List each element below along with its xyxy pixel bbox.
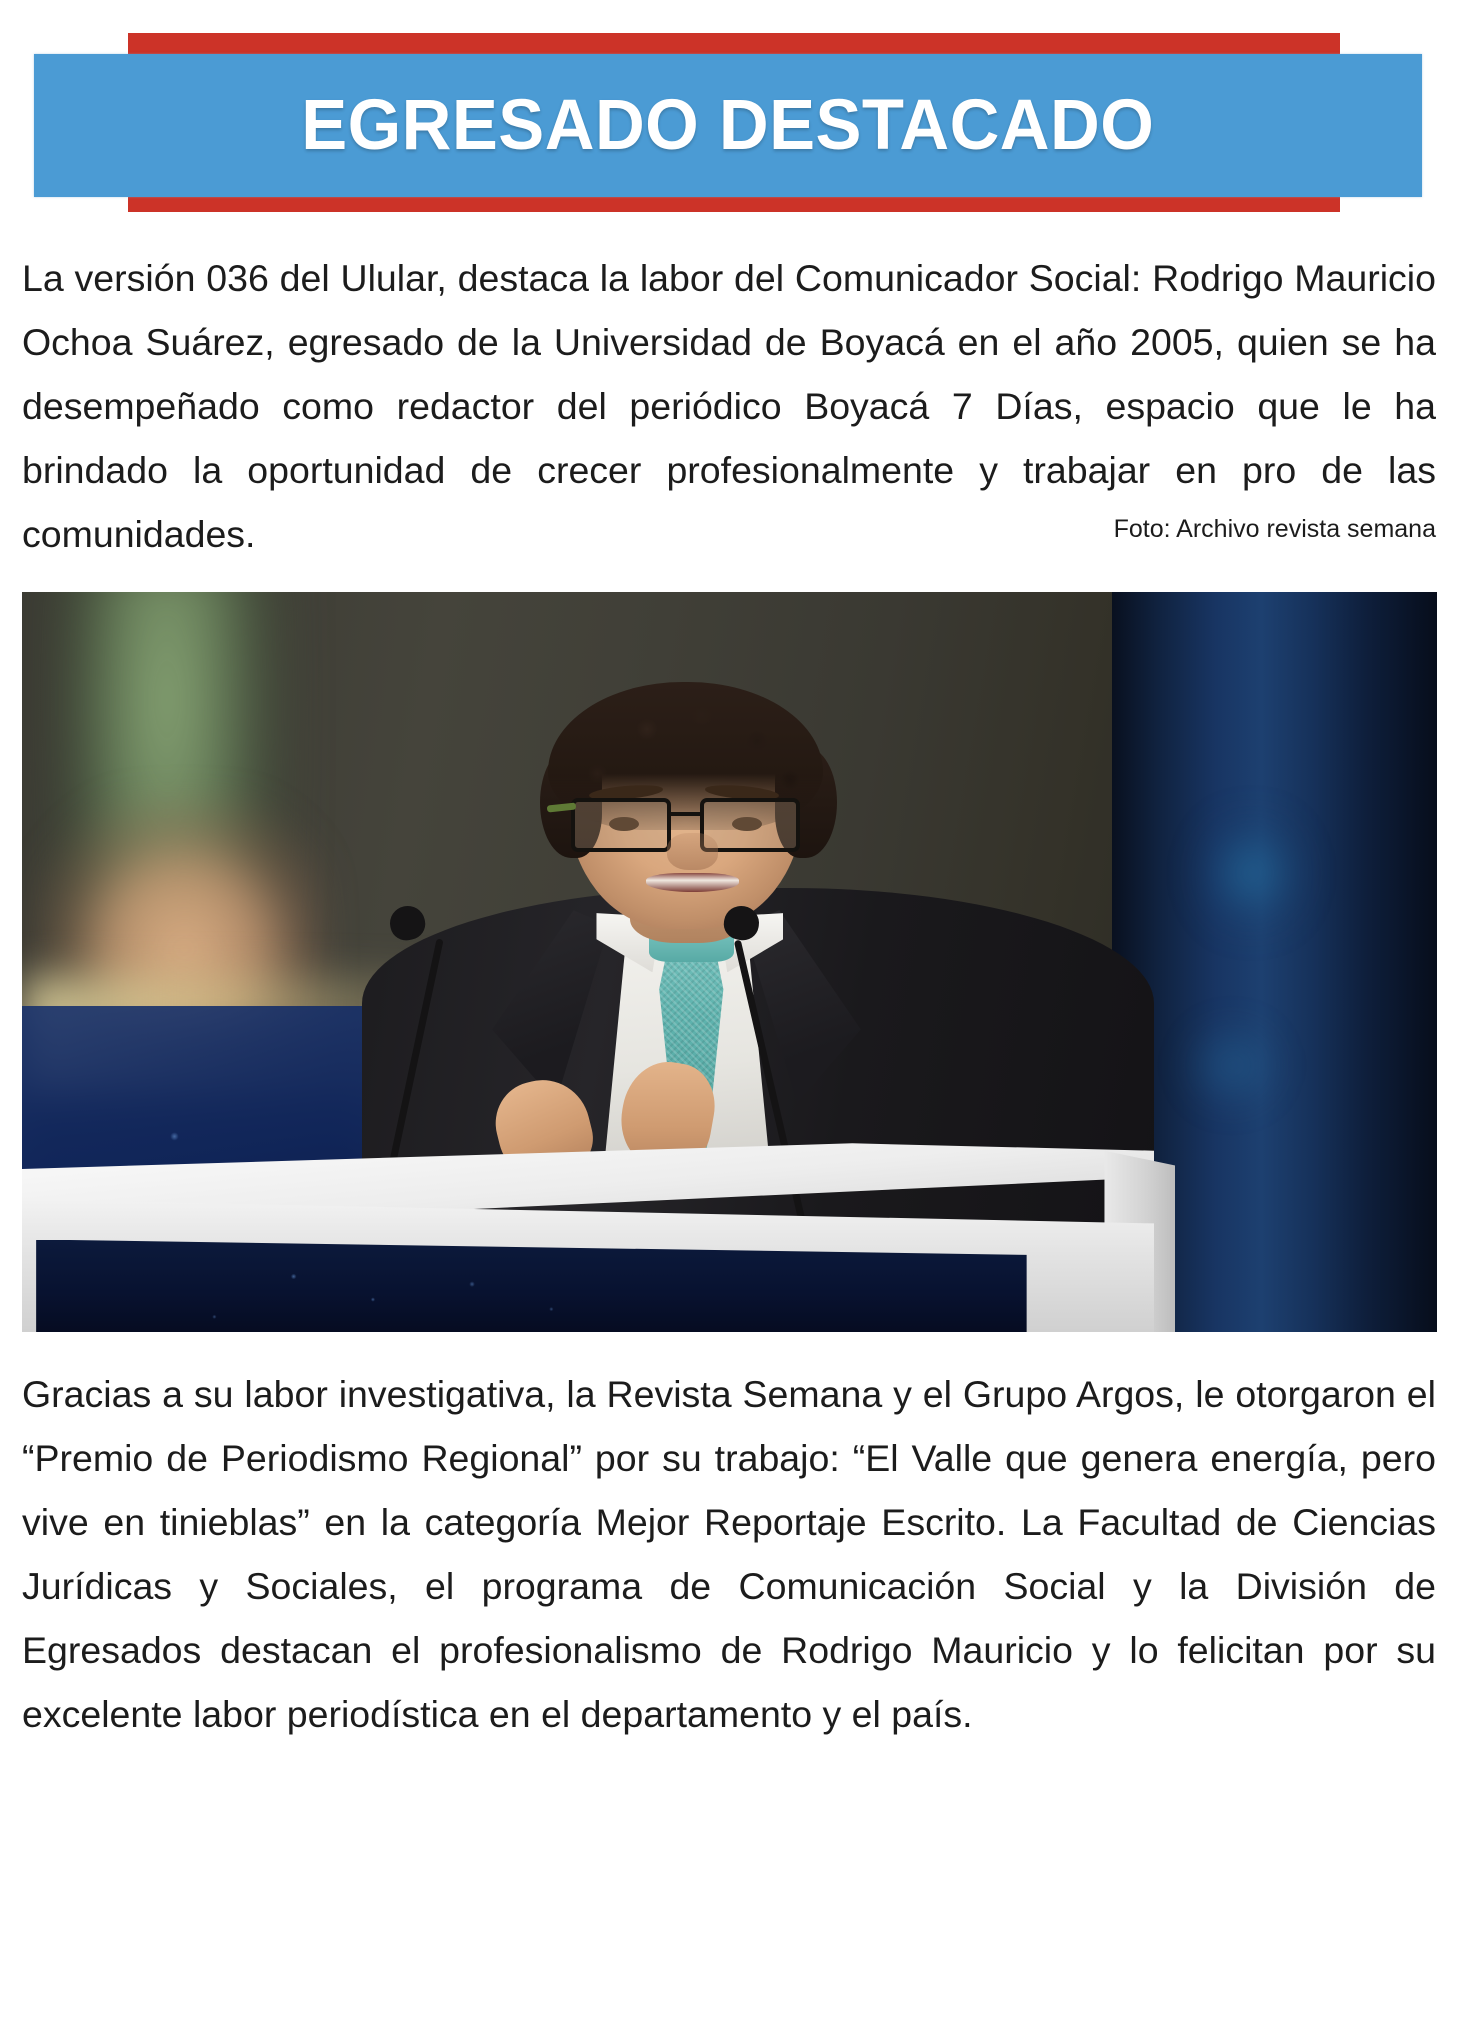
podium-screen-inset (36, 1240, 1027, 1333)
article-body (0, 246, 1458, 1746)
body-paragraph: Gracias a su labor investigativa, la Revista Semana y el Grupo Argos, le otorgaron el “Premio de Periodismo Regional” por su trabajo: “El Valle que genera energía, pero vive en tinieblas” en la categoría Mejor Reportaje Escrito. La Facultad de Ciencias Jurídicas y Sociales, el programa de Comunicación Social y la División de Egresados destacan el profesionalismo de Rodrigo Mauricio y lo felicitan por su excelente labor periodística en el departamento y el país. (22, 1373, 1436, 1735)
page-header-banner (0, 0, 1458, 215)
article-photograph (22, 592, 1437, 1332)
photo-credit: Foto: Archivo revista semana (1113, 515, 1436, 543)
nose (667, 833, 718, 870)
eyeglass-bridge (671, 812, 700, 816)
body-section (22, 1362, 1436, 1746)
page-title: EGRESADO DESTACADO (301, 86, 1155, 165)
header-blue-band (34, 54, 1422, 197)
intro-paragraph: La versión 036 del Ulular, destaca la labor del Comunicador Social: Rodrigo Mauricio Ochoa Suárez, egresado de la Universidad de Boyacá en el año 2005, quien se ha desempeñado como redactor del periódico Boyacá 7 Días, espacio que le ha brindado la oportunidad de crecer profesionalmente y trabajar en pro de las comunidades. (22, 257, 1436, 555)
photograph-canvas (22, 592, 1437, 1332)
intro-section (22, 246, 1436, 566)
eyeglass-lens-left (571, 798, 671, 853)
